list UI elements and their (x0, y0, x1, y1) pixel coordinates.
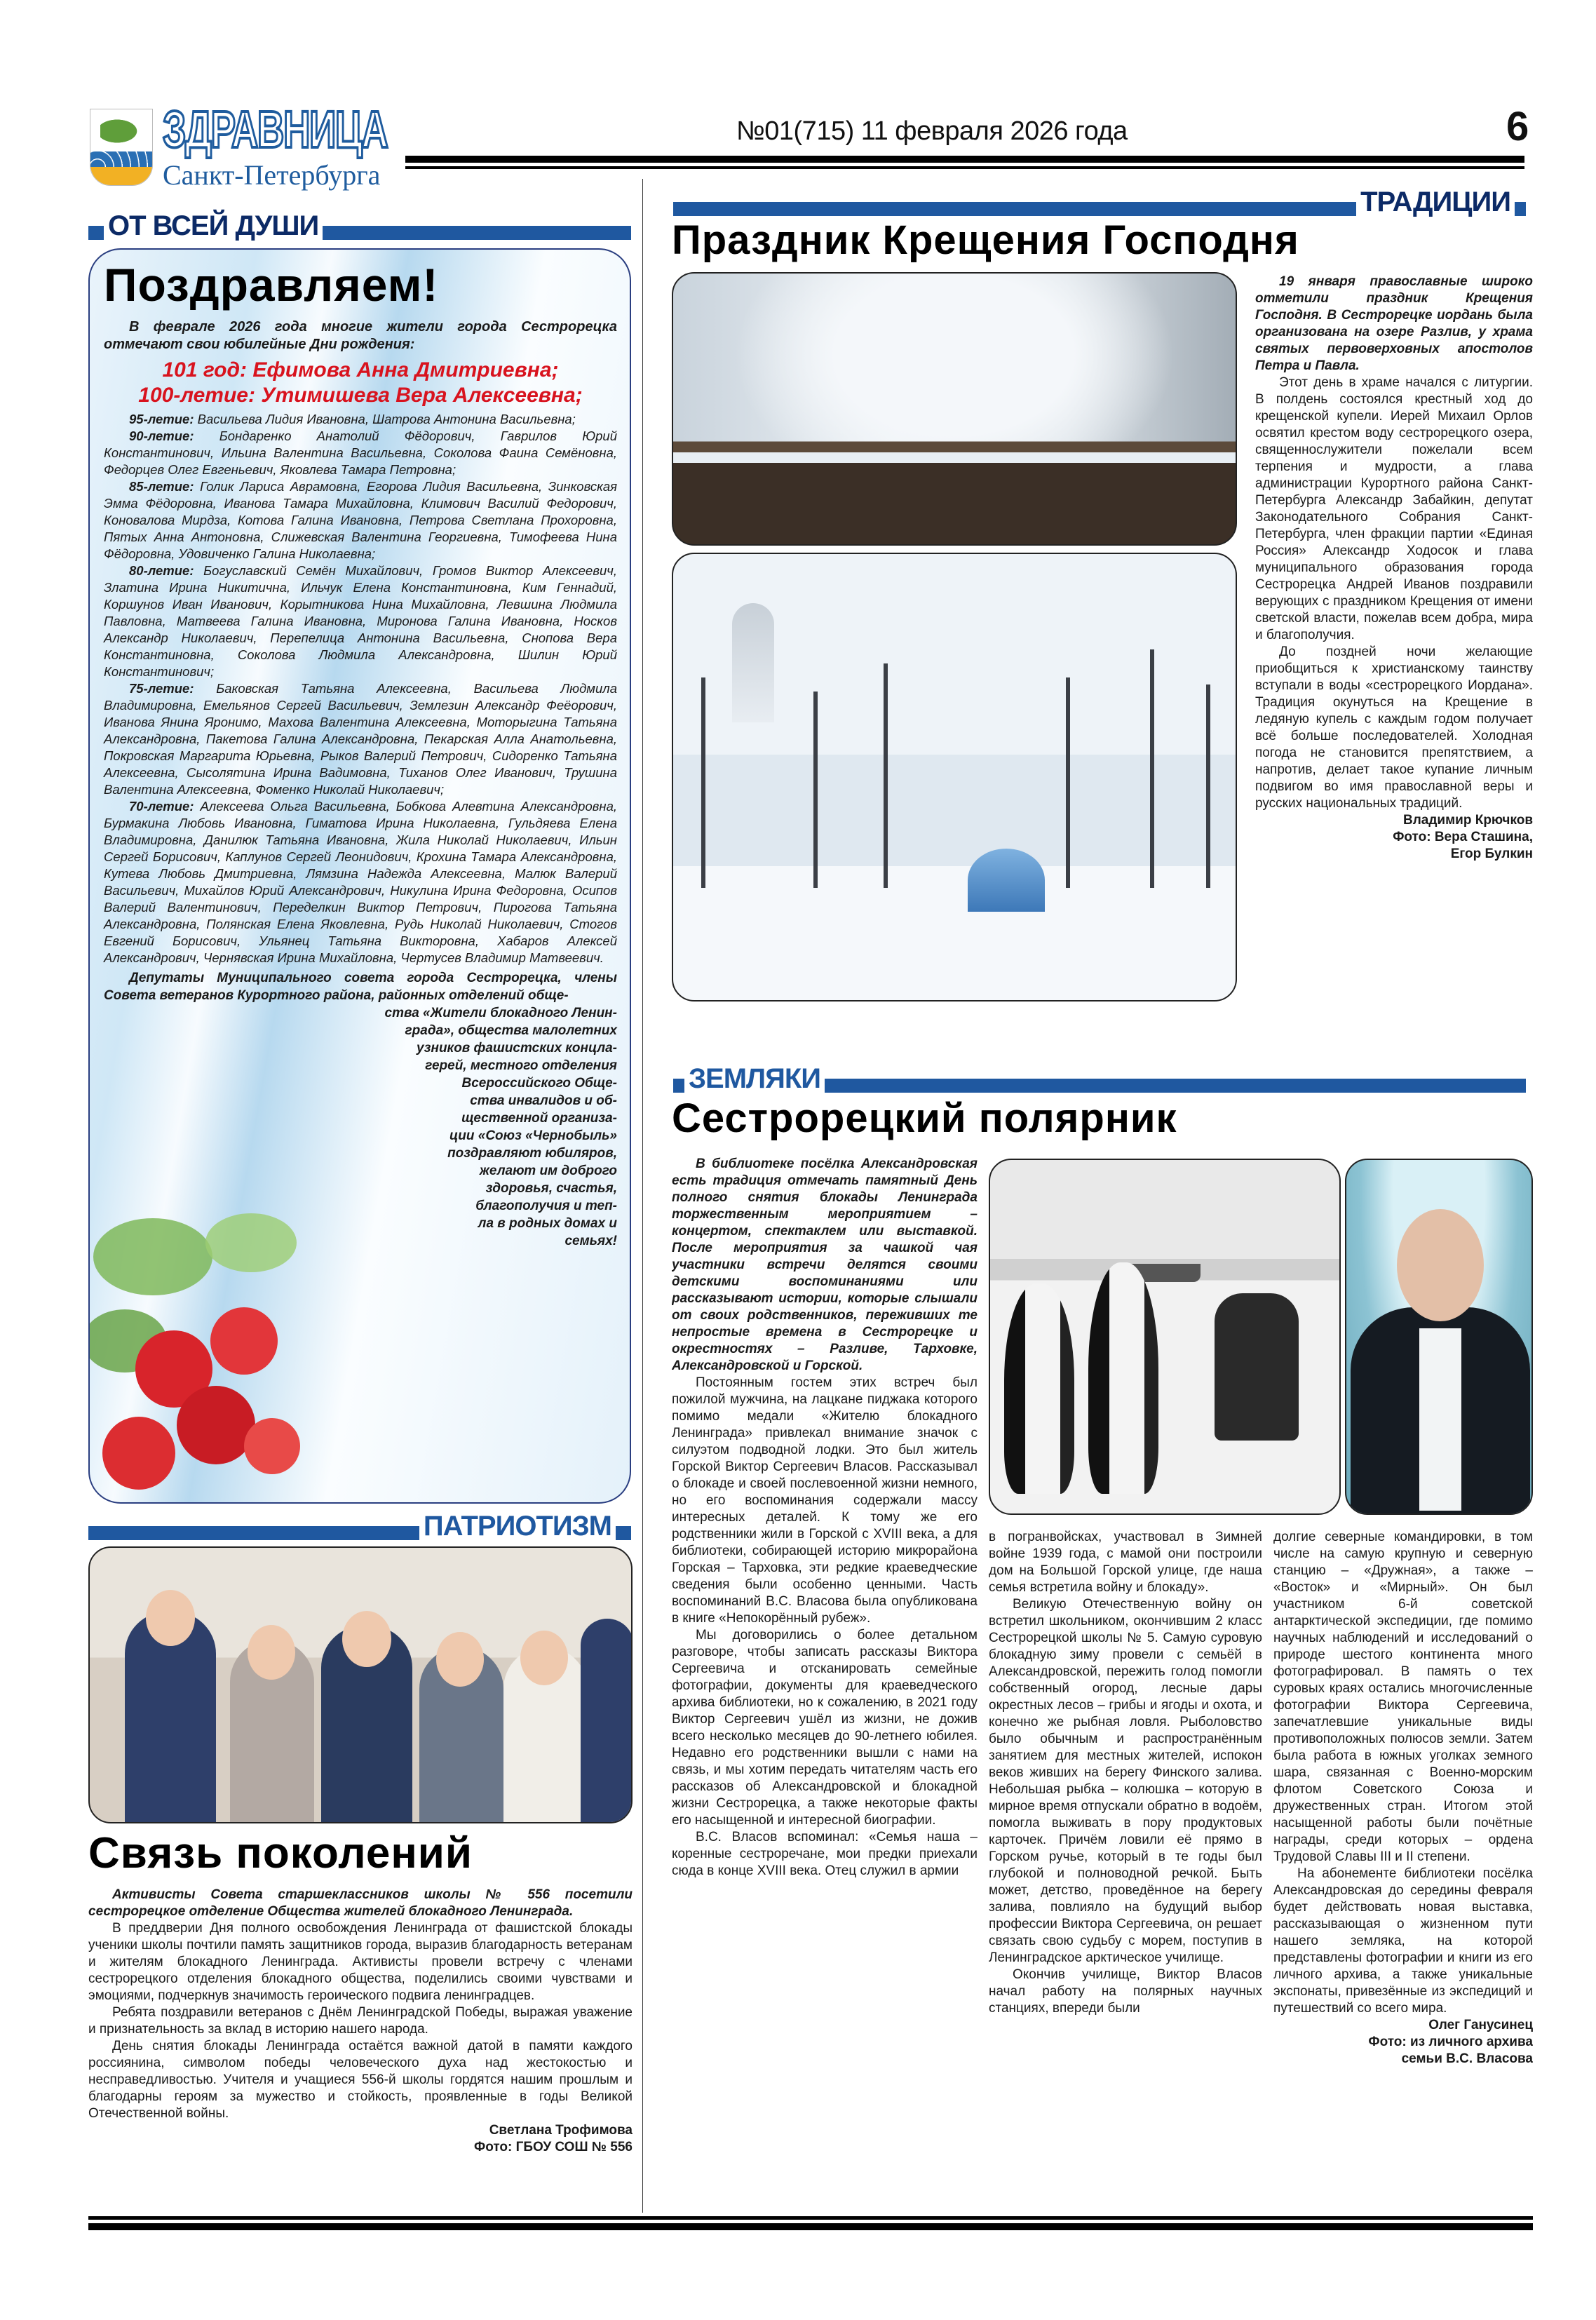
headline-generations: Связь поколений (88, 1829, 473, 1877)
face (1397, 1209, 1484, 1321)
rubric-label: ЗЕМЛЯКИ (689, 1063, 821, 1094)
vlasov-portrait-photo (1345, 1159, 1533, 1515)
headline-epiphany: Праздник Крещения Господня (672, 217, 1299, 263)
congratulations-box (88, 248, 631, 1504)
epiphany-article: 19 января православные широко отметили праздник Крещения Господня. В Сестрорецке иордань была организована на озере Разлив, у храма святых первоверховных апостолов Петра и Павла. Этот день в храме начался с литургии. В полдень состоялся крестный ход до крещенской купели. Иерей Михаил Орлов освятил крестом воду сестрорецкого озера, священнослужители пожелали всем терпения и мудрости, а глава администрации Курортного района Санкт-Петербурга Александр Забайкин, депутат Законодательного Собрания Санкт-Петербурга, член фракции партии «Единая Россия» Александр Ходосок и глава муниципального образования города Сестрорецка Андрей Иванов поздравили верующих с праздником Крещения от имени светской власти, пожелав всем добра, мира и благополучия. До поздней ночи желающие приобщиться к христианскому таинству вступали в воды «сестрорецкого Иордана». Традиция окунуться на Крещение в ледяную купель с каждым годом получает всё больше последователей. Холодная погода не становится препятствием, а напротив, делает такое купание личным подвигом во имя православной веры и русских национальных традиций. Владимир Крючков Фото: Вера Сташина, Егор Булкин (1255, 274, 1533, 861)
rubric-label: ОТ ВСЕЙ ДУШИ (108, 210, 319, 241)
congrats-lower (104, 1004, 617, 1250)
city-coat-of-arms-icon (90, 109, 153, 186)
author-byline: Владимир Крючков (1403, 813, 1533, 828)
man-figure (1215, 1293, 1299, 1441)
footer-rule-thick (88, 2223, 1533, 2230)
rubric-ot-vsei-dushi (88, 208, 631, 240)
jubilee-group: 95-летие: Васильева Лидия Ивановна, Шатрова Антонина Васильевна; (129, 412, 576, 426)
congrats-title: Поздравляем! (104, 259, 439, 311)
issue-date: №01(715) 11 февраля 2026 года (736, 116, 1128, 146)
author-byline: Светлана Трофимова (489, 2123, 633, 2138)
newspaper-logo[interactable]: ЗДРАВНИЦА (163, 100, 388, 159)
congrats-intro: В феврале 2026 года многие жители города Сестрорецка отмечают свои юбилейные Дни рождения: (104, 319, 617, 352)
cadet-figure (581, 1619, 633, 1822)
photo-credit: Фото: ГБОУ СОШ № 556 (473, 2140, 633, 2154)
penguins-antarctica-photo (989, 1159, 1341, 1515)
polar-article-col3: долгие северные командировки, в том числе на самую крупную и северную станцию – «Дружная», а также – «Восток» и «Мирный». Он был участником 6-й советской антарктической экспедиции, где помимо научных наблюдений и исследований о природе шестого континента много фотографировал. В память о тех суровых краях остались многочисленные фотографии Виктора Сергеевича, запечатлевшие уникальные виды противоположных полюсов земли. Затем была работа в южных уголках земного шара, связанная с Военно-морским флотом Советского Союза и дружественных стран. Итогом этой насыщенной работы были почётные награды, среди которых – ордена Трудовой Славы III и II степени. На абонементе библиотеки посёлка Александровская до середины февраля будет действовать новая выставка, рассказывающая о жизненном пути нашего земляка, на которой представлены фотографии и книги из его личного архива, а также уникальные экспонаты, привезённые из экспедиций и путешествий со всего мира. Олег Ганусинец Фото: из личного архива семьи В.С. Власова (1273, 1530, 1533, 2066)
highlight-100: 100-летие: Утимишева Вера Алексеевна; (138, 384, 583, 407)
blessing-of-water-photo (672, 272, 1237, 546)
rose-shape (177, 1386, 255, 1464)
jubilee-group: 70-летие: Алексеева Ольга Васильевна, Бобкова Алевтина Александровна, Бурмакина Любовь Ивановна, Гиматова Ирина Николаевна, Гульдяева Елена Владимировна, Данилюк Татьяна Ивановна, Жила Николай Николаевич, Ильин Сергей Борисович, Каплунов Сергей Леонидович, Крохина Тамара Александровна, Кутева Любовь Дмитриевна, Лямзина Надежда Алексеевна, Малюк Валерий Васильевич, Михайлов Юрий Александрович, Никулина Ирина Федоровна, Осипов Валерий Валентинович, Переделкин Виктор Петрович, Пирогова Татьяна Александровна, Полянская Елена Яковлевна, Рудь Николай Николаевич, Стогов Евгений Борисович, Ульянец Татьяна Викторовна, Хабаров Алексей Александрович, Чернявская Ирина Михайловна, Чертусев Владимир Матвеевич. (104, 799, 617, 965)
oak-branch-icon (100, 116, 142, 146)
jubilee-group: 75-летие: Баковская Татьяна Алексеевна, Васильева Людмила Владимировна, Емельянов Сергей Васильевич, Землезин Александр Феёорович, Иванова Янина Яронимо, Махова Валентина Алексеевна, Моторыгина Татьяна Александровна, Пакетова Галина Александровна, Пекарская Алла Анатольевна, Покровская Маргарита Юрьевна, Рыков Валерий Петрович, Сидоренко Татьяна Алексеевна, Сысолятина Ирина Вадимовна, Тиханов Олег Иванович, Трушина Валентина Алексеевна, Фоменко Николай Николаевич; (104, 681, 617, 797)
header-rule-thick (405, 156, 1524, 163)
header-rule-thin (405, 166, 1524, 169)
photo-credit: Фото: Вера Сташина, (1393, 830, 1533, 844)
author-byline: Олег Ганусинец (1428, 2018, 1533, 2032)
penguin-shape (1088, 1262, 1158, 1494)
sand-stripe (90, 167, 152, 186)
ice-font-pavilion (968, 849, 1045, 912)
rubric-traditions (673, 184, 1526, 216)
jubilee-list (104, 411, 617, 966)
page-number: 6 (1506, 104, 1529, 149)
polar-article-col1: В библиотеке посёлка Александровская есть традиция отмечать памятный День полного снятия блокады Ленинграда торжественным мероприятием – концертом, спектаклем или выставкой. После мероприятия за чашкой чая участники встречи делятся своими детскими воспоминаниями или рассказывают истории, которые слышали от своих родственников, переживших те непростые времена в Сестрорецке и окрестностях – Разливе, Тарховке, Александровской и Горской. Постоянным гостем этих встреч был пожилой мужчина, на лацкане пиджака которого помимо медали «Жителю блокадного Ленинграда» привлекал внимание значок с силуэтом подводной лодки. Это был житель Горской Виктор Сергеевич Власов. Рассказывал о блокаде и своей послевоенной жизни немного, но его воспоминания содержали массу интересных деталей. К тому же его родственники жили в Горской с XVIII века, а для библиотеки, собирающей историю микрорайона Горская – Тарховка, эти редкие краеведческие сведения были особенно ценными. Часть воспоминаний В.С. Власова была опубликована в книге «Непокорённый рубеж». Мы договорились о более детальном разговоре, чтобы записать рассказы Виктора Сергеевича и отсканировать семейные фотографии, документы для краеведческого архива библиотеки, но к сожалению, в 2021 году Виктор Сергеевич ушёл из жизни, не дожив всего несколько месяцев до 90-летнего юбилея. Недавно его родственники вышли с нами на связь, и мы хотим передать читателям часть его рассказов об Александровской и блокадной жизни Сестрорецка, а также некоторые факты его насыщенной и интересной биографии. В.С. Власов вспоминал: «Семья наша – коренные сестроречане, мои предки приехали сюда в конце XVIII века. Отец служил в армии (672, 1156, 978, 1878)
generations-article: Активисты Совета старшеклассников школы № 556 посетили сестрорецкое отделение Общества жителей блокадного Ленинграда. В преддверии Дня полного освобождения Ленинграда от фашистской блокады ученики школы почтили память защитников города, выразив благодарность ветеранам и жителям блокадного Ленинграда. Активисты провели встречу с членами сестрорецкого отделения блокадного общества, поделились своими чувствами и эмоциями, подчеркнув значимость героического подвига ленинградцев. Ребята поздравили ветеранов с Днём Ленинградской Победы, выражая уважение и признательность за вклад в историю нашего народа. День снятия блокады Ленинграда остаётся важной датой в памяти каждого россиянина, символом победы человеческого духа над жестокостью и несправедливостью. Учителя и учащиеся 556-й школы гордятся нашим прошлым и благодарны героям за мужество и стойкость, проявленные в годы Великой Отечественной войны. Светлана Трофимова Фото: ГБОУ СОШ № 556 (88, 1887, 633, 2154)
jubilee-group: 80-летие: Богуславский Семён Михайлович, Громов Виктор Алексеевич, Златина Ирина Никитична, Ильчук Елена Константиновна, Ким Геннадий, Коршунов Иван Иванович, Корытникова Нина Михайловна, Левшина Людмила Павловна, Матвеева Галина Ивановна, Миронова Галина Ивановна, Носков Александр Николаевич, Перепелица Антонина Васильевна, Снопова Вера Константиновна, Соколова Людмила Александровна, Шилин Юрий Константинович; (104, 563, 617, 679)
congrats-wishes: поздравляют юбиляров, желают им доброго здоровья, счастья, благополучия и теп- ла в родных домах и семьях! (447, 1146, 617, 1248)
photo-credit: семьи В.С. Власова (1401, 2051, 1533, 2066)
footer-rule-thin (88, 2216, 1533, 2220)
school-delegation-photo (88, 1546, 633, 1823)
rubric-zemlyaki (673, 1060, 1526, 1093)
headline-polar: Сестрорецкий полярник (672, 1095, 1177, 1141)
congrats-signature: Депутаты Муниципального совета города Сестрорецка, члены Совета ветеранов Курортного района, районных отделений обще- (104, 971, 617, 1003)
jubilee-group: 90-летие: Бондаренко Анатолий Фёдорович, Гаврилов Юрий Константинович, Ильина Валентина Васильевна, Соколова Фаина Семёновна, Федорцев Олег Евгеньевич, Яковлева Тамара Петровна; (104, 429, 618, 477)
rose-shape (244, 1418, 300, 1474)
penguin-shape (1004, 1283, 1074, 1494)
photo-credit: Егор Булкин (1450, 847, 1533, 861)
newspaper-logo-subtitle: Санкт-Петербурга (163, 159, 381, 191)
jubilee-group: 85-летие: Голик Лариса Аврамовна, Егорова Лидия Васильевна, Зинковская Эмма Фёдоровна, Иванова Тамара Михайловна, Климович Василий Федорович, Коновалова Мирдза, Котова Галина Ивановна, Петрова Светлана Прохоровна, Пятых Анна Антоновна, Слижевская Валентина Георгиевна, Тимофеева Нина Фёдоровна, Удовиченко Галина Николаевна; (104, 479, 617, 561)
rubric-label: ТРАДИЦИИ (1360, 187, 1510, 217)
photo-credit: Фото: из личного архива (1368, 2035, 1533, 2049)
highlight-101: 101 год: Ефимова Анна Дмитриевна; (162, 358, 559, 382)
church-dome (732, 603, 774, 722)
rubric-label: ПАТРИОТИЗМ (423, 1511, 611, 1542)
rose-shape (102, 1417, 175, 1490)
rose-shape (210, 1307, 278, 1375)
waves-icon (90, 151, 152, 167)
church-and-ice-font-photo (672, 553, 1237, 1001)
rubric-patriotism (88, 1508, 631, 1540)
column-divider (642, 179, 643, 2213)
congrats-signature-lines: ства «Жители блокадного Ленин- града», общества малолетних узников фашистских концла- герей, местного отделения Всероссийского Обще- ства инвалидов и об- щественной организа- ции «Союз «Чернобыль» (384, 1006, 617, 1143)
polar-article-col2: в погранвойсках, участвовал в Зимней войне 1939 года, с мамой они построили дом на Большой Горской улице, где наша семья встретила войну и блокаду». Великую Отечественную войну он встретил школьником, окончившим 2 класс Сестрорецкой школы № 5. Самую суровую блокадную зиму провели с семьёй в Александровской, пережить голод помогли собственный огород, лесные дары окрестных лесов – грибы и ягоды и охота, и конечно же рыбная ловля. Рыболовство было обычным и распространённым занятием для местных жителей, испокон веков живших на берегу Финского залива. Небольшая рыбка – колюшка – которую в мирное время отпускали обратно в водоём, помогла выживать в пору продуктовых карточек. Причём ловили её прямо в Горском ручье, который в те годы был глубокой и полноводной речкой. Быть может, детство, проведённое на берегу залива, повлияло на будущий выбор профессии Виктора Сергеевича, он решает связать свою судьбу с морем, поступив в Ленинградское арктическое училище. Окончив училище, Виктор Власов начал работу на полярных научных станциях, впереди были (989, 1530, 1262, 2016)
